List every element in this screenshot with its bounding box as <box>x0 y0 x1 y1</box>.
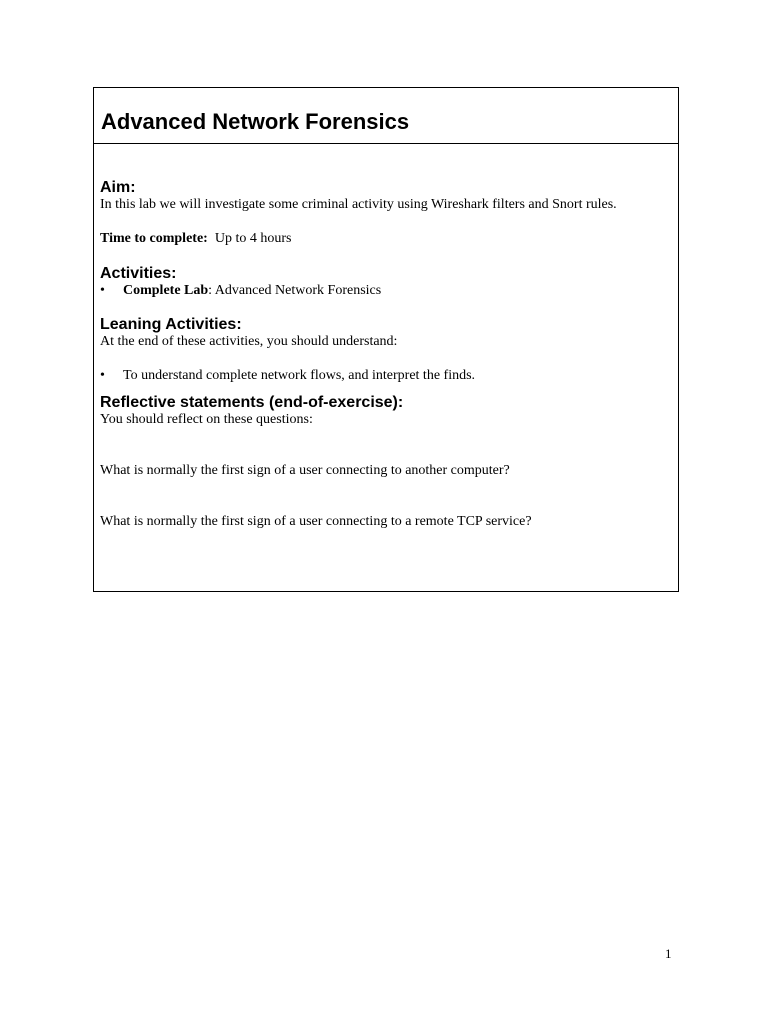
title-row <box>94 88 678 144</box>
time-to-complete <box>100 231 678 247</box>
activities-item-bold: Complete Lab <box>123 283 209 298</box>
activities-item-text <box>123 283 381 299</box>
learning-heading: Leaning Activities: <box>100 316 242 333</box>
activities-item-rest: : Advanced Network Forensics <box>208 283 382 298</box>
reflective-intro: You should reflect on these questions: <box>100 412 313 427</box>
activities-heading: Activities: <box>100 265 177 282</box>
activities-list-item <box>100 283 678 299</box>
time-label: Time to complete: <box>100 231 208 246</box>
aim-heading: Aim: <box>100 179 136 196</box>
bullet-icon: • <box>100 283 105 298</box>
learning-intro: At the end of these activities, you should understand: <box>100 334 398 349</box>
bullet-icon: • <box>100 368 105 383</box>
document-title: Advanced Network Forensics <box>101 109 410 134</box>
aim-text: In this lab we will investigate some criminal activity using Wireshark filters and Snort rules. <box>100 197 617 212</box>
page-number: 1 <box>665 946 672 961</box>
lab-sheet-body <box>94 179 678 530</box>
learning-list-item <box>100 368 678 384</box>
reflective-heading: Reflective statements (end-of-exercise): <box>100 394 404 411</box>
time-value: Up to 4 hours <box>214 231 292 246</box>
lab-sheet-frame <box>93 87 679 592</box>
reflective-question: What is normally the first sign of a user connecting to a remote TCP service? <box>100 514 532 529</box>
reflective-question: What is normally the first sign of a user connecting to another computer? <box>100 463 510 478</box>
learning-item-text: To understand complete network flows, and interpret the finds. <box>123 368 476 383</box>
